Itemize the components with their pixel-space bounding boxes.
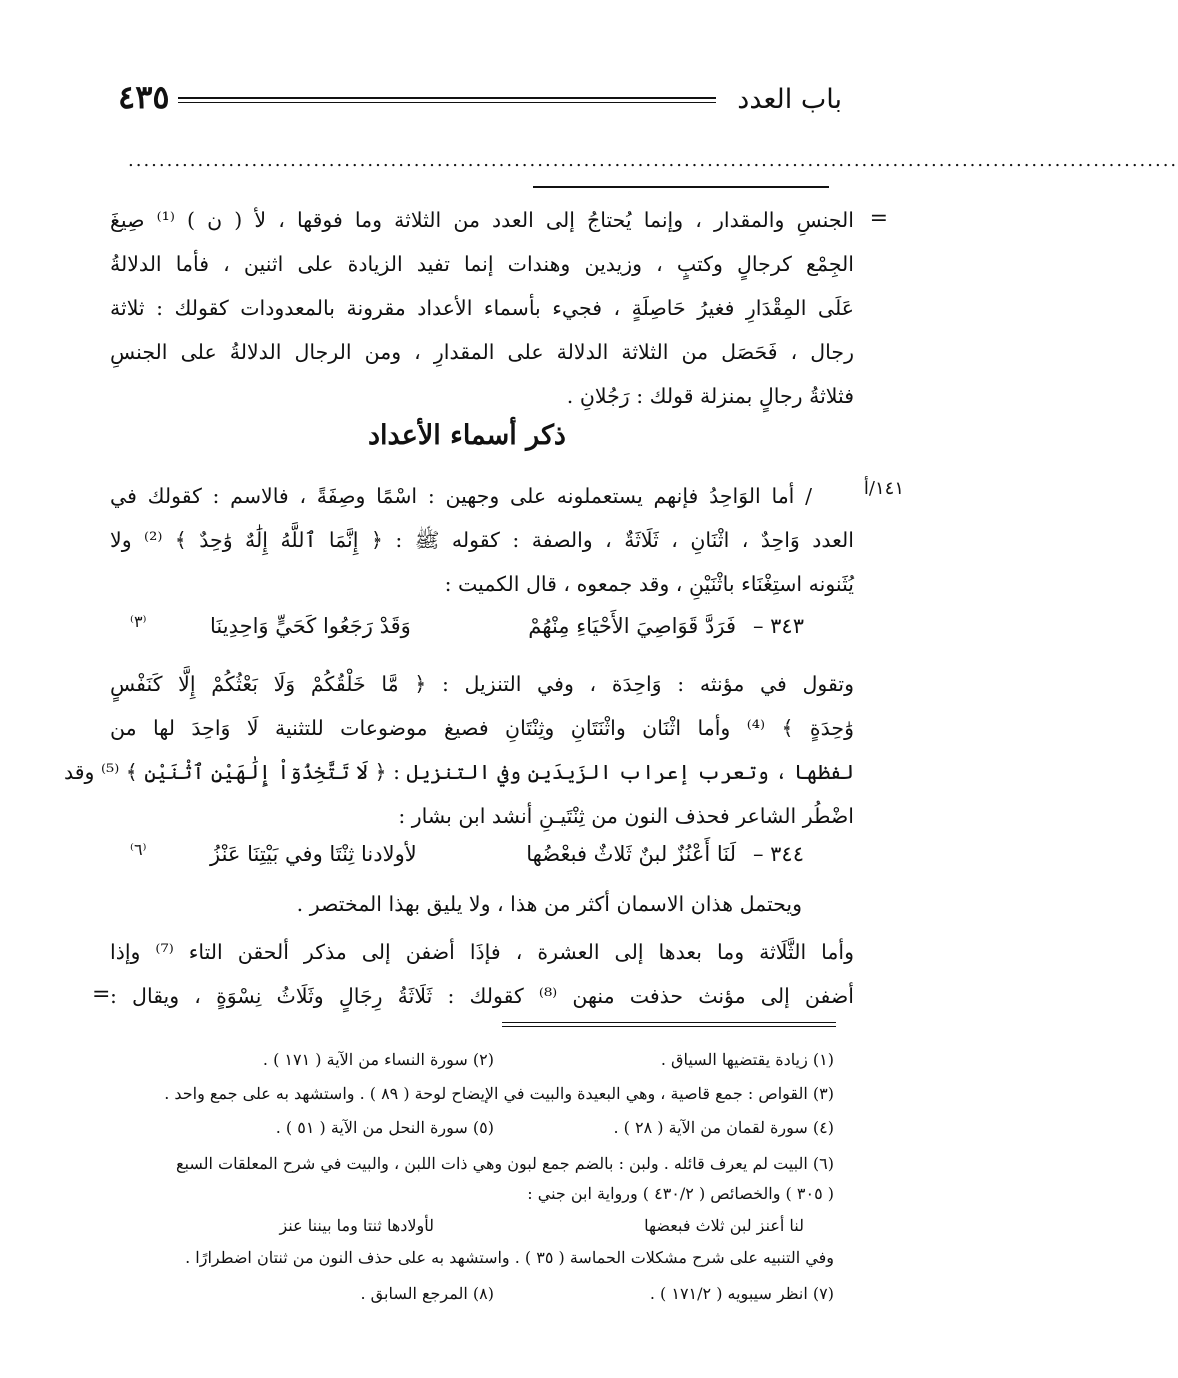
dotted-separator: ........................................................................................................................................ xyxy=(128,150,1178,171)
paragraph-wahid-cont xyxy=(110,518,854,606)
footnote-5: (٥) سورة النحل من الآية ( ٥١ ) . xyxy=(275,1118,494,1137)
paragraph-feminine xyxy=(63,662,854,838)
poetry-verse xyxy=(130,604,804,648)
verse-number: ٣٤٣ – xyxy=(752,614,804,638)
verse-hemistich-first: لَنَا أَعْنُزٌ لبنٌ ثَلاثٌ فبعْضُها xyxy=(526,842,736,866)
text-line: عَلَى المِقْدَارِ فغيرُ حَاصِلَةٍ ، فجيء بأسماء الأعداد مقرونة بالمعدودات كقولك : ثلاثة xyxy=(110,296,854,320)
verse-hemistich-second: لأولادنا ثِنْتَا وفي بَيْتِنَا عَنْزُ xyxy=(210,842,417,866)
text-line: وتقول في مؤنثه : وَاحِدَة ، وفي التنزيل : ﴿ مَّا خَلْقُكُمْ وَلَا بَعْثُكُمْ إِلَّا كَنَفْسٍ xyxy=(110,672,854,696)
text-line: أضفن إلى مؤنث حذفت منهن ⁽⁸⁾ كقولك : ثَلَاثَةُ رِجَالٍ وثَلَاثُ نِسْوَةٍ ، ويقال : xyxy=(110,984,855,1008)
footnote-4: (٤) سورة لقمان من الآية ( ٢٨ ) . xyxy=(613,1118,834,1137)
verse-hemistich-first: فَرَدَّ قَوَاصِيَ الأَحْيَاءِ مِنْهُمْ xyxy=(528,614,736,638)
continuation-rule xyxy=(533,186,829,188)
text-line: يُثَنونه استِغْنَاء باثْنَيْنِ ، وقد جمعوه ، قال الكميت : xyxy=(444,572,854,596)
footnote-8: (٨) المرجع السابق . xyxy=(360,1284,494,1303)
footnote-6-cont: ( ٣٠٥ ) والخصائص ( ٤٣٠/٢ ) ورواية ابن جني : xyxy=(527,1184,834,1203)
verse-number: ٣٤٤ – xyxy=(752,842,804,866)
footnote-1: (١) زيادة يقتضيها السياق . xyxy=(660,1050,834,1069)
footnote-6-verse-second: لأولادها ثنتا وما بيننا عنز xyxy=(279,1216,434,1235)
poetry-verse xyxy=(130,832,804,876)
header-rule xyxy=(178,97,716,103)
section-heading: ذكر أسماء الأعداد xyxy=(368,420,566,451)
paragraph-three-to-ten xyxy=(110,930,854,1018)
footnote-6-verse-first: لنا أعنز لبن ثلاث فبعضها xyxy=(644,1216,804,1235)
page-number: ٤٣٥ xyxy=(118,78,170,116)
text-line: رجال ، فَحَصَل من الثلاثة الدلالة على المقدارِ ، ومن الرجال الدلالةُ على الجنسِ xyxy=(110,340,854,364)
footnote-3: (٣) القواص : جمع قاصية ، وهي البعيدة والبيت في الإيضاح لوحة ( ٨٩ ) . واستشهد به على جمع واحد . xyxy=(164,1084,834,1103)
footnote-7: (٧) انظر سيبويه ( ١٧١/٢ ) . xyxy=(649,1284,834,1303)
footnote-ref: ⁽٦⁾ xyxy=(130,840,147,859)
text-line: العدد وَاحِدٌ ، اثْنَانِ ، ثَلَاثَةٌ ، والصفة : كقوله ﷺ : ﴿ إِنَّمَا ٱللَّهُ إِلَٰهٌ وَٰحِدٌ ﴾ ⁽²⁾ ولا xyxy=(110,528,854,552)
text-line: فثلاثةُ رجالٍ بمنزلة قولك : رَجُلانِ . xyxy=(566,384,854,408)
continuation-start-marker: = xyxy=(869,206,888,231)
running-header-chapter: باب العدد xyxy=(737,84,842,115)
text-line: ويحتمل هذان الاسمان أكثر من هذا ، ولا يليق بهذا المختصر . xyxy=(296,892,802,916)
paragraph-note xyxy=(110,882,802,926)
text-line: الجنسِ والمقدار ، وإنما يُحتاجُ إلى العدد من الثلاثة وما فوقها ، لأ ( ن ) ⁽¹⁾ صِيغَ xyxy=(110,208,854,232)
verse-hemistich-second: وَقَدْ رَجَعُوا كَحَيٍّ وَاحِدِينَا xyxy=(210,614,411,638)
text-line: وَٰحِدَةٍ ﴾ ⁽⁴⁾ وأما اثْنَان واثْنَتَانِ وثِنْتَانِ فصيغ موضوعات للتثنية لَا وَاحِدَ لها من xyxy=(110,716,854,740)
footnote-ref: ⁽٣⁾ xyxy=(130,612,147,631)
continuation-end-marker: = xyxy=(92,982,111,1007)
text-line: / أما الوَاحِدُ فإنهم يستعملونه على وجهين : اسْمًا وصِفَةً ، فالاسم : كقولك في xyxy=(110,484,812,508)
footnote-2: (٢) سورة النساء من الآية ( ١٧١ ) . xyxy=(262,1050,494,1069)
text-line: وأما الثَّلَاثة وما بعدها إلى العشرة ، فإذَا أضفن إلى مذكر ألحقن التاء ⁽⁷⁾ وإذا xyxy=(110,940,854,964)
paragraph-wahid xyxy=(110,474,812,518)
paragraph-continuation xyxy=(110,198,854,418)
text-line: اضْطُر الشاعر فحذف النون من ثِنْتَيـنِ أنشد ابن بشار : xyxy=(398,804,854,828)
text-line: لفظها ، وتعرب إعراب الزَيدَينِ وفي التنزيل : ﴿ لَا تَتَّخِذُوٓاْ إِلَٰهَيْنِ ٱثْنَيْنِ ﴾ ⁽⁵⁾ وقد xyxy=(63,760,854,784)
footnote-6-cont2: وفي التنبيه على شرح مشكلات الحماسة ( ٣٥ ) . واستشهد به على حذف النون من ثنتان اضطرارًا . xyxy=(185,1248,834,1267)
text-line: الجِمْع كرجالٍ وكتبٍ ، وزيدين وهندات إنما تفيد الزيادة على اثنين ، فأما الدلالةُ xyxy=(110,252,854,276)
footnote-6: (٦) البيت لم يعرف قائله . ولبن : بالضم جمع لبون وهي ذات اللبن ، والبيت في شرح المعلقات السبع xyxy=(176,1154,834,1173)
footnote-rule xyxy=(502,1022,836,1027)
manuscript-folio-ref: ١٤١/أ xyxy=(863,478,904,499)
